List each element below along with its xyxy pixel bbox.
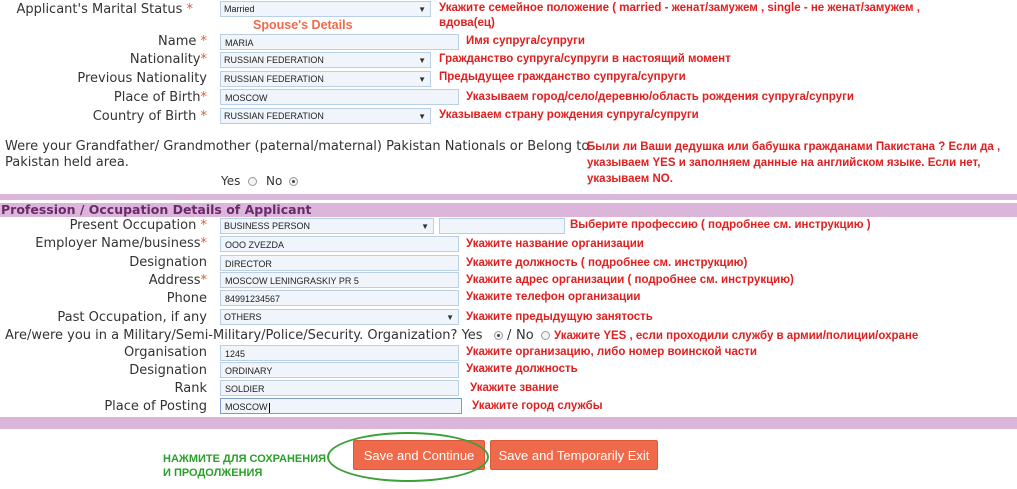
present-occupation-other-input[interactable] (439, 218, 565, 234)
posting-label: Place of Posting (104, 399, 207, 414)
highlight-ellipse (327, 432, 489, 482)
spouse-prev-nationality-select[interactable]: RUSSIAN FEDERATION ▼ (220, 71, 431, 87)
required-star: * (200, 218, 207, 233)
grandparents-no-label: No (266, 174, 283, 188)
required-star: * (200, 34, 207, 49)
spouse-birthplace-note: Указываем город/село/деревню/область рождения супруга/супруги (466, 91, 854, 103)
grandparents-note-2: указываем YES и заполняем данные на английском языке. Если нет, (587, 157, 981, 169)
military-note: Укажите YES , если проходили службу в армии/полиции/охране (554, 330, 919, 342)
present-occupation-note: Выберите профессию ( подробнее см. инструкцию ) (570, 219, 871, 231)
marital-status-label: Applicant's Marital Status * (16, 2, 193, 17)
phone-label: Phone (166, 291, 207, 306)
organisation-input[interactable]: 1245 (220, 345, 459, 361)
chevron-down-icon: ▼ (418, 112, 426, 121)
military-separator: / (507, 328, 512, 343)
military-yes-label: Yes (461, 328, 483, 343)
phone-note: Укажите телефон организации (466, 291, 641, 303)
employer-label: Employer Name/business* (35, 236, 207, 251)
required-star: * (200, 90, 207, 105)
employer-input[interactable]: OOO ZVEZDA (220, 236, 459, 252)
text-cursor (269, 403, 270, 413)
chevron-down-icon: ▼ (446, 313, 454, 322)
chevron-down-icon: ▼ (418, 56, 426, 65)
spouse-birthcountry-label: Country of Birth * (92, 109, 207, 124)
grandparents-note-3: указываем NO. (587, 173, 673, 185)
spouse-birthcountry-select[interactable]: RUSSIAN FEDERATION ▼ (220, 108, 431, 124)
present-occupation-label: Present Occupation * (69, 218, 207, 233)
address-input[interactable]: MOSCOW LENINGRASKIY PR 5 (220, 272, 459, 288)
required-star: * (200, 273, 207, 288)
required-star: * (200, 236, 207, 251)
grandparents-no-radio[interactable] (289, 177, 298, 186)
phone-input[interactable]: 84991234567 (220, 290, 459, 306)
spouse-details-heading: Spouse's Details (253, 18, 353, 32)
posting-note: Укажите город службы (472, 400, 603, 412)
spouse-birthplace-input[interactable]: MOSCOW (220, 89, 459, 105)
save-hint-cont: И ПРОДОЛЖЕНИЯ (163, 467, 263, 479)
posting-input[interactable]: MOSCOW (220, 398, 462, 414)
save-and-exit-button[interactable]: Save and Temporarily Exit (490, 440, 658, 470)
spouse-name-label: Name * (158, 34, 207, 49)
military-designation-label: Designation (129, 363, 207, 378)
military-question: Are/were you in a Military/Semi-Military/Police/Security. Organization? Yes (5, 328, 483, 343)
chevron-down-icon: ▼ (418, 5, 426, 14)
spouse-birthplace-label: Place of Birth* (113, 90, 207, 105)
address-label: Address* (148, 273, 207, 288)
save-and-continue-button[interactable]: Save and Continue (353, 440, 485, 470)
past-occupation-label: Past Occupation, if any (57, 310, 207, 325)
chevron-down-icon: ▼ (421, 222, 429, 231)
rank-input[interactable]: SOLDIER (220, 380, 459, 396)
military-designation-note: Укажите должность (466, 363, 578, 375)
required-star: * (186, 2, 193, 17)
rank-label: Rank (174, 381, 207, 396)
grandparents-yes-label: Yes (221, 174, 241, 188)
employer-note: Укажите название организации (466, 238, 644, 250)
profession-section-title: Profession / Occupation Details of Applicant (0, 203, 1017, 217)
spouse-name-note: Имя супруга/супруги (466, 35, 585, 47)
marital-status-note: Укажите семейное положение ( married - женат/замужем , single - не женат/замужем , (439, 2, 920, 14)
grandparents-yes-radio[interactable] (248, 177, 257, 186)
section-divider-top (0, 194, 1017, 200)
spouse-prev-nationality-note: Предыдущее гражданство супруга/супруги (439, 71, 686, 83)
military-designation-input[interactable]: ORDINARY (220, 362, 459, 378)
required-star: * (200, 52, 207, 67)
spouse-nationality-note: Гражданство супруга/супруги в настоящий момент (439, 53, 731, 65)
spouse-nationality-select[interactable]: RUSSIAN FEDERATION ▼ (220, 52, 431, 68)
address-note: Укажите адрес организации ( подробнее см. инструкцию) (466, 274, 794, 286)
save-hint: НАЖМИТЕ ДЛЯ СОХРАНЕНИЯ (163, 453, 327, 465)
section-divider-bottom (0, 417, 1017, 429)
spouse-birthcountry-note: Указываем страну рождения супруга/супруги (439, 109, 699, 121)
designation-note: Укажите должность ( подробнее см. инструкцию) (466, 257, 748, 269)
marital-status-select[interactable]: Married ▼ (220, 1, 431, 17)
required-star: * (200, 109, 207, 124)
organisation-note: Укажите организацию, либо номер воинской части (466, 346, 757, 358)
designation-label: Designation (129, 255, 207, 270)
military-no-radio[interactable] (541, 331, 550, 340)
grandparents-note: Были ли Ваши дедушка или бабушка гражданами Пакистана ? Если да , (587, 141, 1001, 153)
past-occupation-note: Укажите предыдущую занятость (466, 311, 653, 323)
marital-status-note-cont: вдова(ец) (439, 17, 495, 29)
designation-input[interactable]: DIRECTOR (220, 255, 459, 271)
spouse-nationality-label: Nationality* (129, 52, 207, 67)
past-occupation-select[interactable]: OTHERS ▼ (220, 309, 459, 325)
present-occupation-select[interactable]: BUSINESS PERSON ▼ (220, 218, 434, 234)
grandparents-question-cont: Pakistan held area. (5, 155, 129, 170)
military-yes-radio[interactable] (494, 331, 503, 340)
military-no-label: No (516, 328, 534, 343)
grandparents-question: Were your Grandfather/ Grandmother (paternal/maternal) Pakistan Nationals or Belong to (5, 139, 590, 154)
spouse-prev-nationality-label: Previous Nationality (77, 71, 207, 86)
chevron-down-icon: ▼ (418, 75, 426, 84)
rank-note: Укажите звание (470, 382, 559, 394)
organisation-label: Organisation (123, 345, 207, 360)
spouse-name-input[interactable]: MARIA (220, 34, 459, 50)
